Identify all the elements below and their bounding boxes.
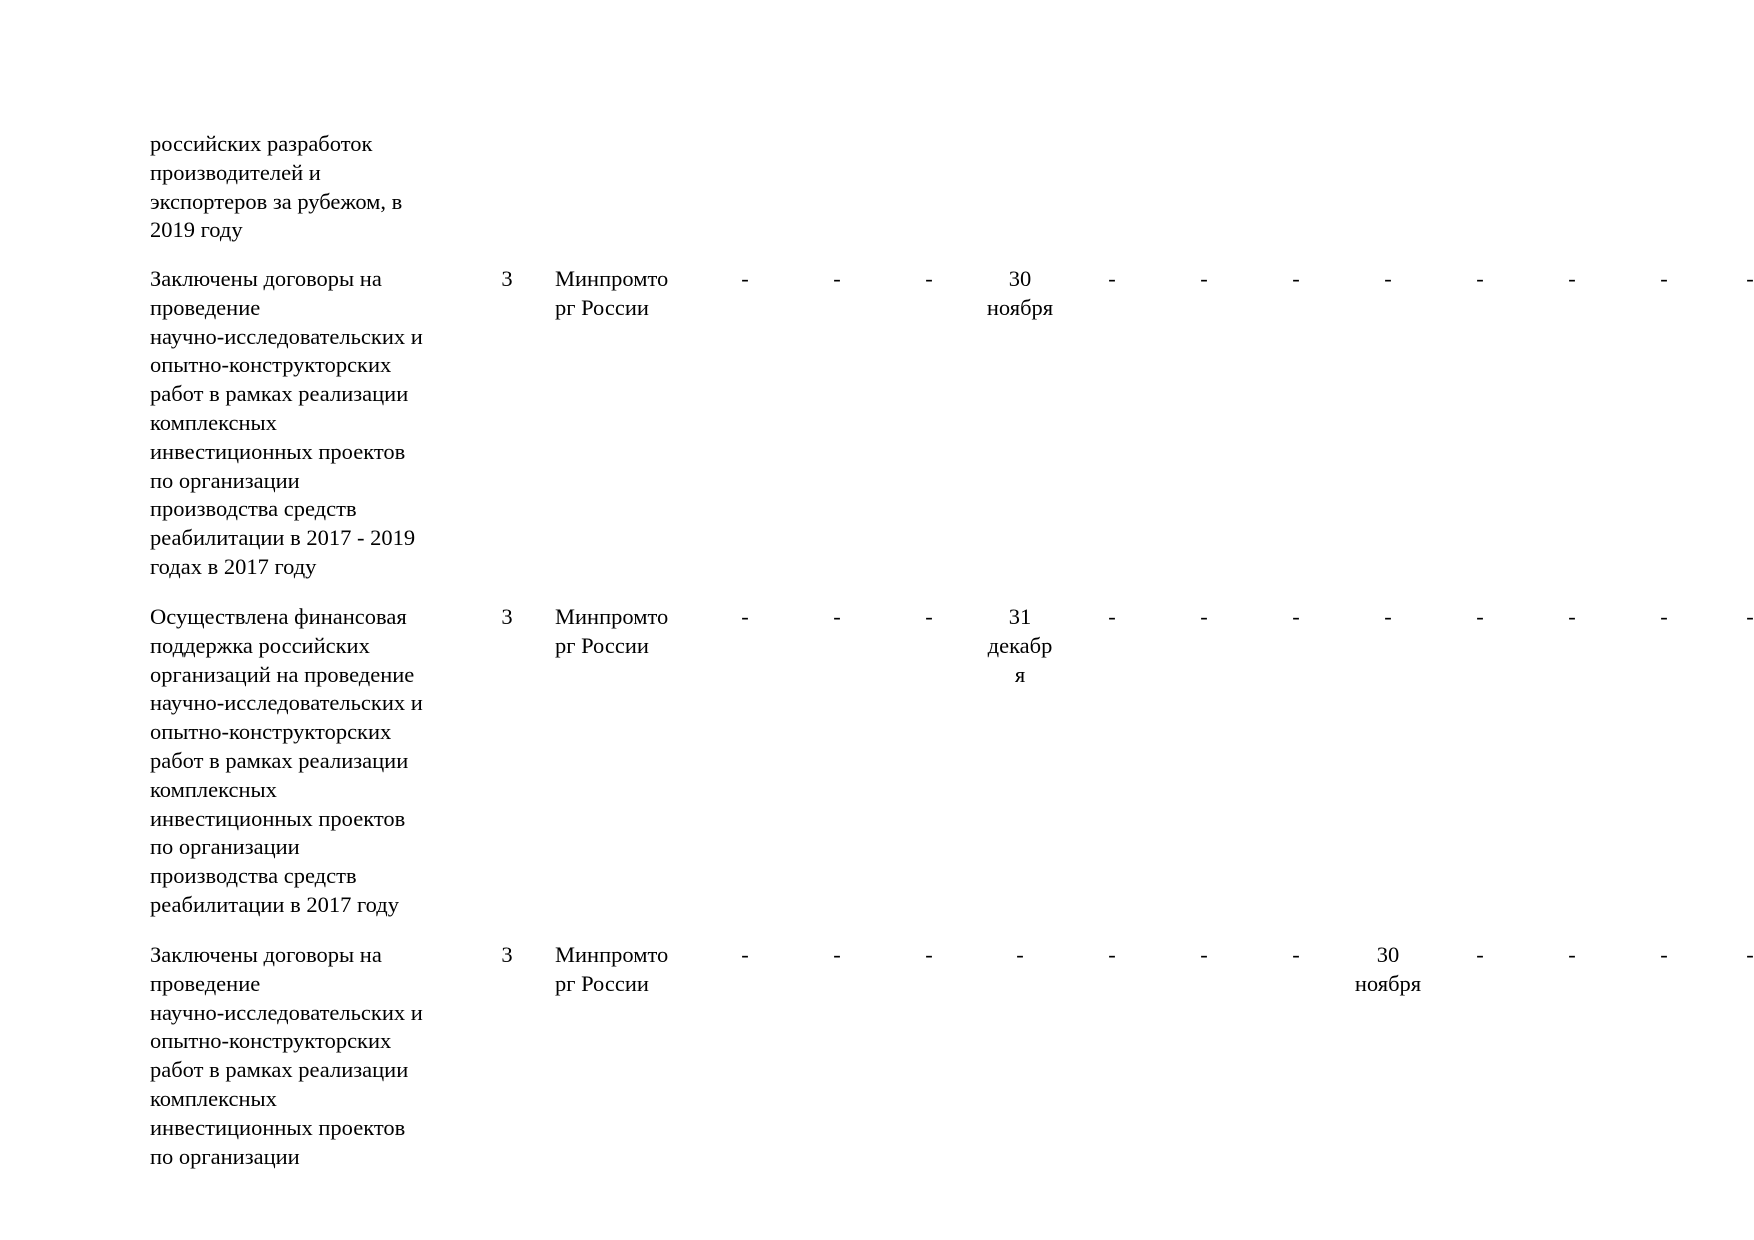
row-1-cell-9: - bbox=[1476, 266, 1484, 291]
row-2-cell-10: - bbox=[1568, 604, 1576, 629]
row-2-cell-4: 31 декабр я bbox=[987, 604, 1053, 687]
row-2-cell-1: - bbox=[741, 604, 749, 629]
row-1-cell-10: - bbox=[1568, 266, 1576, 291]
row-2-description: Осуществлена финансовая поддержка российских организаций на проведение научно-исследовательских и опытно-конструкторских работ в рамках реализации комплексных инвестиционных проектов по организации производства средств реабилитации в 2017 году bbox=[150, 604, 423, 917]
row-1-organization: Минпромто рг России bbox=[555, 266, 669, 320]
row-2-cell-11: - bbox=[1660, 604, 1668, 629]
table-row-1 bbox=[0, 265, 1754, 585]
row-1-cell-1: - bbox=[741, 266, 749, 291]
row-3-cell-8: 30 ноября bbox=[1354, 942, 1422, 996]
row-0-description: российских разработок производителей и экспортеров за рубежом, в 2019 году bbox=[150, 131, 403, 243]
row-2-number: 3 bbox=[501, 604, 513, 629]
row-1-cell-7: - bbox=[1292, 266, 1300, 291]
row-1-cell-2: - bbox=[833, 266, 841, 291]
row-3-cell-1: - bbox=[741, 942, 749, 967]
row-3-cell-10: - bbox=[1568, 942, 1576, 967]
row-2-organization: Минпромто рг России bbox=[555, 604, 669, 658]
table-row-2 bbox=[0, 603, 1754, 923]
row-1-cell-4: 30 ноября bbox=[986, 266, 1054, 320]
row-1-cell-6: - bbox=[1200, 266, 1208, 291]
row-1-number: 3 bbox=[501, 266, 513, 291]
row-3-cell-2: - bbox=[833, 942, 841, 967]
row-3-cell-3: - bbox=[925, 942, 933, 967]
row-3-number: 3 bbox=[501, 942, 513, 967]
row-2-cell-8: - bbox=[1384, 604, 1392, 629]
row-1-cell-5: - bbox=[1108, 266, 1116, 291]
row-2-cell-2: - bbox=[833, 604, 841, 629]
row-1-cell-3: - bbox=[925, 266, 933, 291]
row-1-cell-8: - bbox=[1384, 266, 1392, 291]
row-3-description: Заключены договоры на проведение научно-исследовательских и опытно-конструкторских работ в рамках реализации комплексных инвестиционных проектов по организации bbox=[150, 942, 423, 1169]
row-3-cell-5: - bbox=[1108, 942, 1116, 967]
row-3-cell-9: - bbox=[1476, 942, 1484, 967]
row-3-cell-11: - bbox=[1660, 942, 1668, 967]
row-2-cell-6: - bbox=[1200, 604, 1208, 629]
row-3-cell-12: - bbox=[1746, 942, 1754, 967]
row-2-cell-3: - bbox=[925, 604, 933, 629]
row-2-cell-9: - bbox=[1476, 604, 1484, 629]
row-3-cell-7: - bbox=[1292, 942, 1300, 967]
row-3-cell-6: - bbox=[1200, 942, 1208, 967]
table-row-3 bbox=[0, 941, 1754, 1181]
row-3-organization: Минпромто рг России bbox=[555, 942, 669, 996]
row-2-cell-7: - bbox=[1292, 604, 1300, 629]
row-1-description: Заключены договоры на проведение научно-исследовательских и опытно-конструкторских работ в рамках реализации комплексных инвестиционных проектов по организации производства средств реабилитации в 2017 - 2019 годах в 2017 году bbox=[150, 266, 423, 579]
row-1-cell-12: - bbox=[1746, 266, 1754, 291]
row-2-cell-12: - bbox=[1746, 604, 1754, 629]
row-3-cell-4: - bbox=[1016, 942, 1024, 967]
row-1-cell-11: - bbox=[1660, 266, 1668, 291]
row-2-cell-5: - bbox=[1108, 604, 1116, 629]
